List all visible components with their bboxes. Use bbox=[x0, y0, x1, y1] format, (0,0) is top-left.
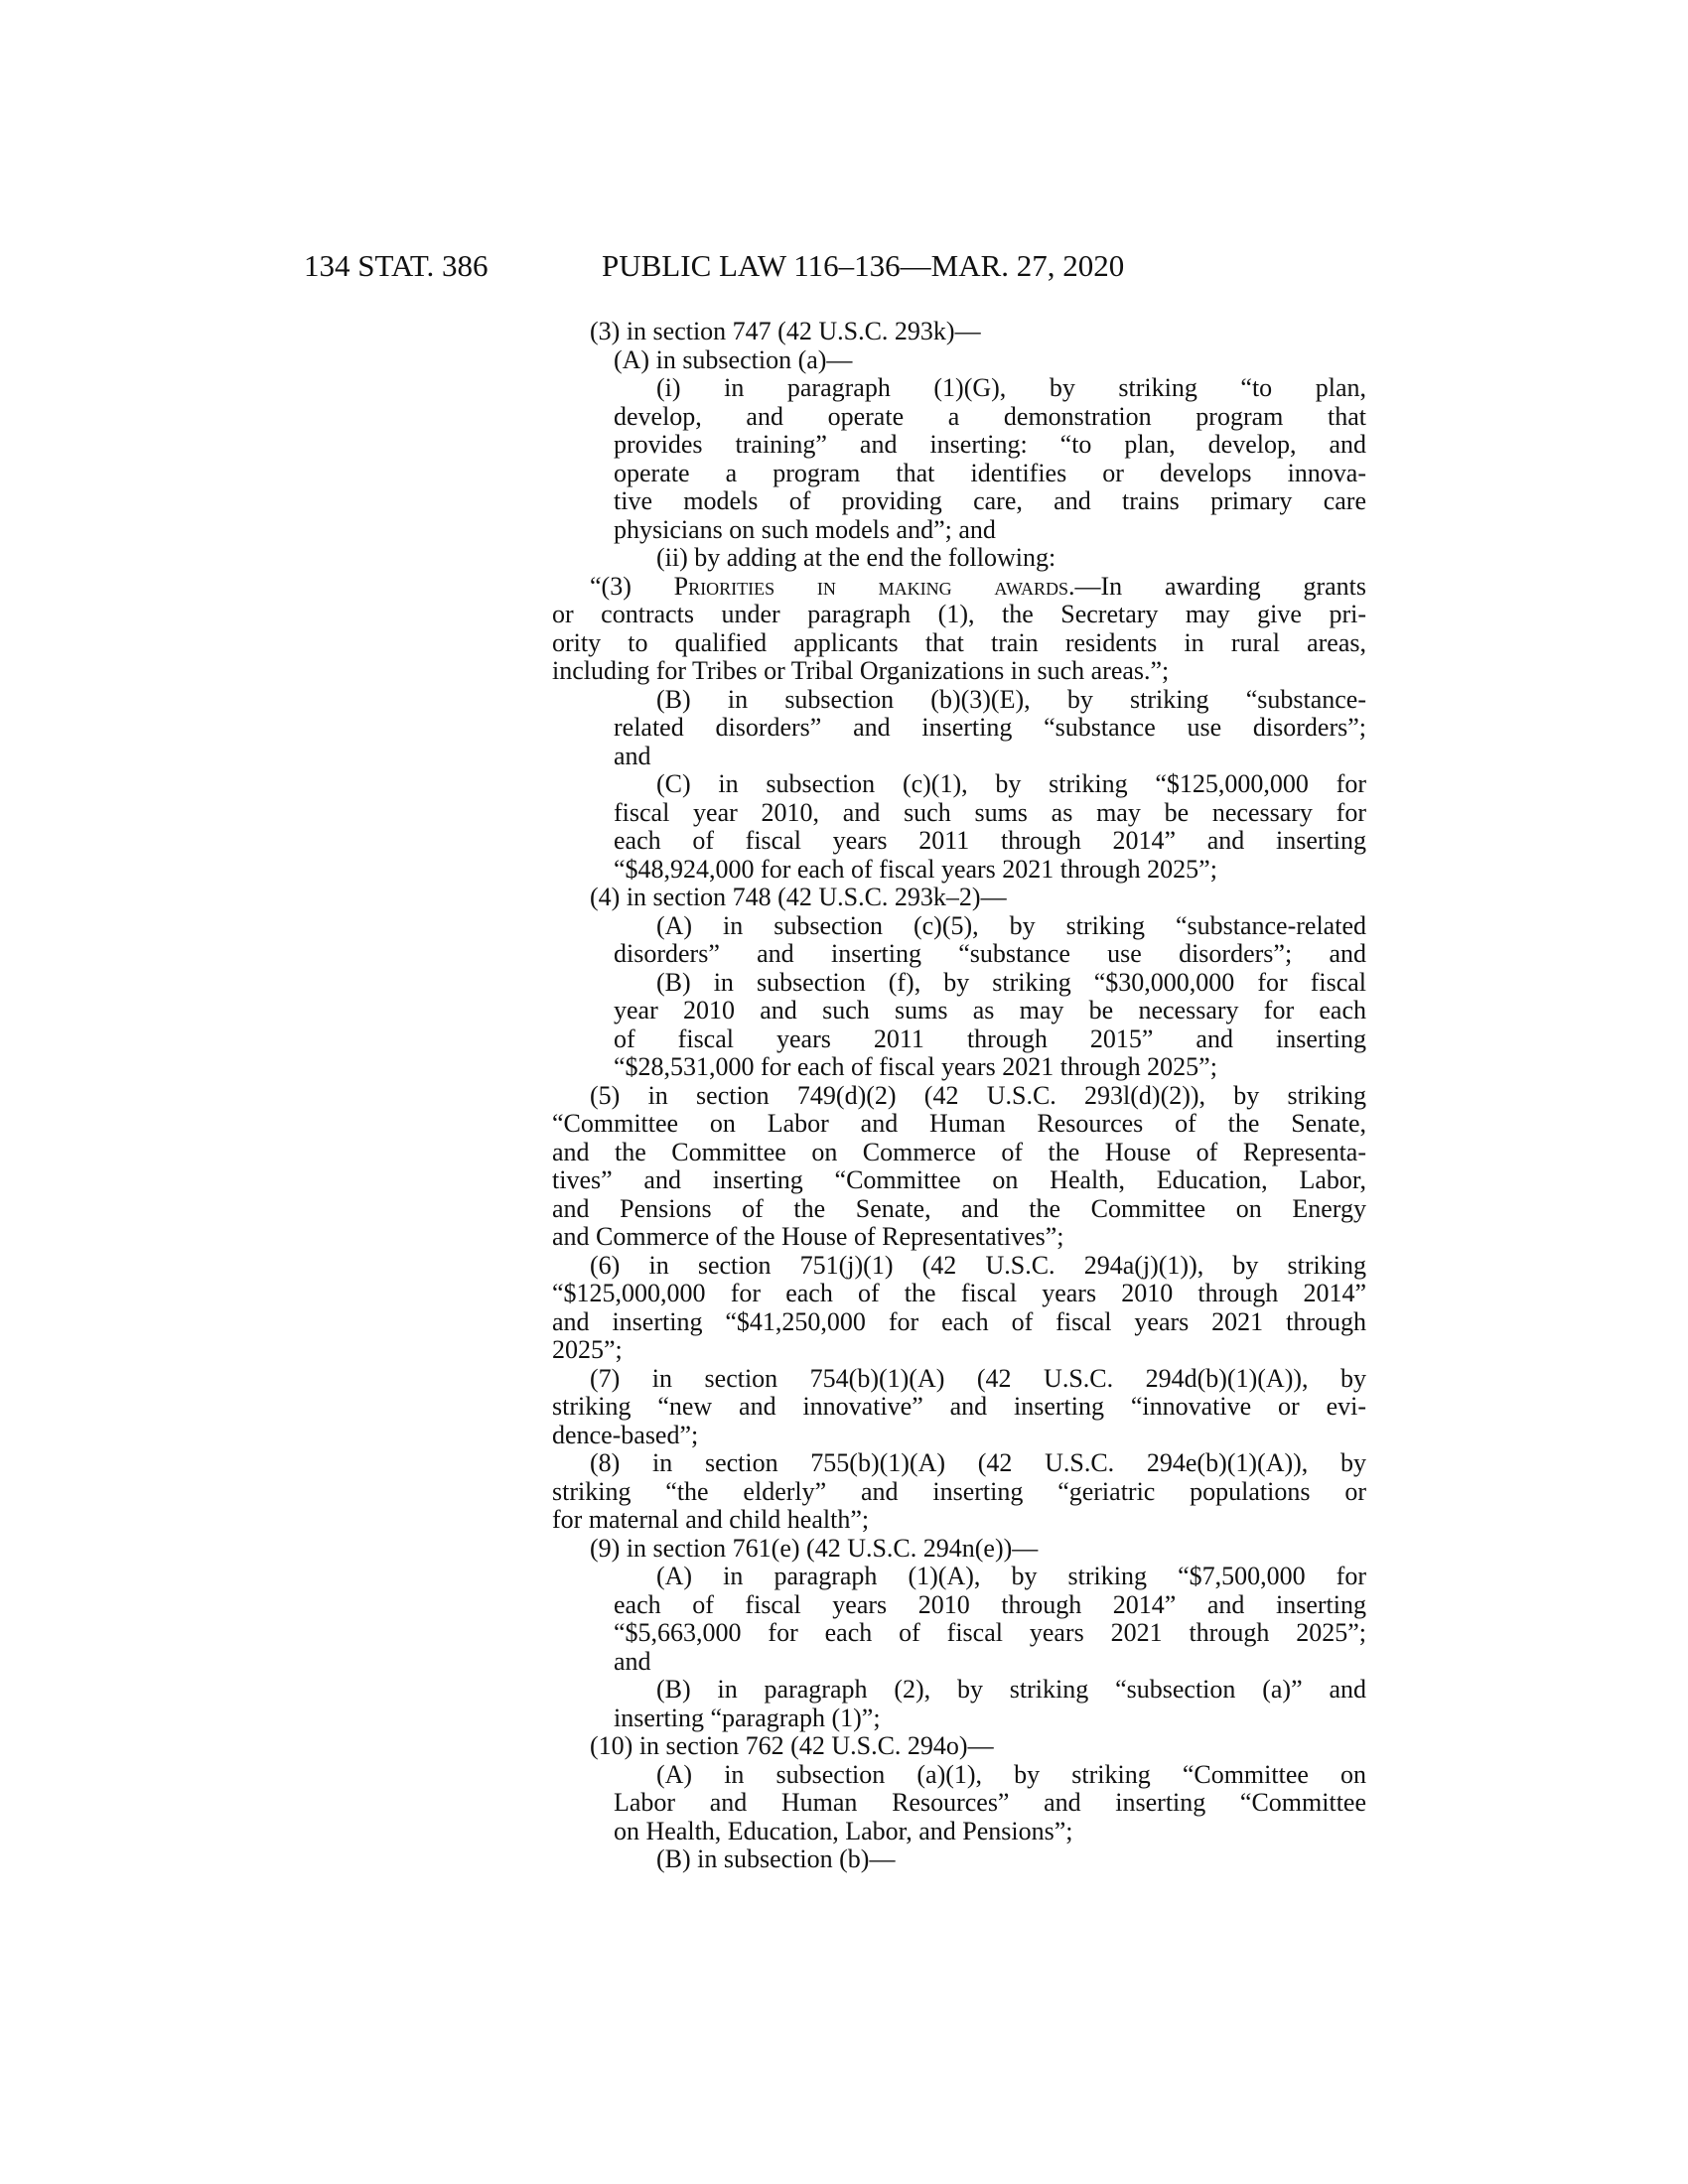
text-line-content: (A) in paragraph (1)(A), by striking “$7,500,000 for bbox=[656, 1562, 1366, 1590]
text-line-content: each of fiscal years 2011 through 2014” and inserting bbox=[614, 826, 1366, 855]
text-line bbox=[552, 1110, 1366, 1139]
text-line-content: (4) in section 748 (42 U.S.C. 293k–2)— bbox=[590, 883, 1007, 911]
text-line bbox=[552, 1139, 1366, 1167]
text-line-content: for maternal and child health”; bbox=[552, 1505, 870, 1534]
text-line-content: (9) in section 761(e) (42 U.S.C. 294n(e))— bbox=[590, 1533, 1039, 1563]
text-line-content: on Health, Education, Labor, and Pensions”; bbox=[614, 1816, 1073, 1845]
text-line bbox=[552, 714, 1366, 743]
text-line bbox=[552, 318, 1366, 346]
text-line-content: “$125,000,000 for each of the fiscal years 2010 through 2014” bbox=[552, 1279, 1366, 1307]
text-line-content: develop, and operate a demonstration program that bbox=[614, 401, 1366, 431]
text-line-content: provides training” and inserting: “to plan, develop, and bbox=[614, 430, 1366, 459]
text-line bbox=[552, 1365, 1366, 1394]
text-line bbox=[552, 1393, 1366, 1422]
text-line bbox=[552, 629, 1366, 658]
statute-body-text bbox=[552, 318, 1366, 1874]
text-line bbox=[552, 1761, 1366, 1790]
text-line bbox=[552, 884, 1366, 912]
text-line bbox=[552, 686, 1366, 715]
text-line-content: (A) in subsection (c)(5), by striking “substance-related bbox=[656, 910, 1366, 940]
page-header bbox=[0, 246, 1688, 286]
public-law-running-title: PUBLIC LAW 116–136—MAR. 27, 2020 bbox=[602, 248, 1125, 283]
text-line bbox=[552, 374, 1366, 403]
text-line bbox=[552, 1591, 1366, 1620]
text-line bbox=[552, 799, 1366, 828]
text-line-content: (A) in subsection (a)— bbox=[614, 344, 853, 374]
statute-page-reference: 134 STAT. 386 bbox=[304, 248, 489, 283]
text-line bbox=[552, 1223, 1366, 1252]
text-line-content: operate a program that identifies or develops innova- bbox=[614, 458, 1366, 487]
text-line-content: (B) in paragraph (2), by striking “subsection (a)” and bbox=[656, 1675, 1366, 1704]
text-line-content: (7) in section 754(b)(1)(A) (42 U.S.C. 294d(b)(1)(A)), by bbox=[590, 1363, 1366, 1393]
text-line bbox=[552, 1845, 1366, 1874]
text-line-content: disorders” and inserting “substance use disorders”; and bbox=[614, 939, 1366, 968]
text-line bbox=[552, 1025, 1366, 1054]
text-line-content: “Committee on Labor and Human Resources of the Senate, bbox=[552, 1109, 1366, 1138]
text-line bbox=[552, 743, 1366, 771]
text-line bbox=[552, 657, 1366, 686]
text-line bbox=[552, 770, 1366, 799]
text-line-content: and Pensions of the Senate, and the Committee on Energy bbox=[552, 1193, 1366, 1223]
text-line bbox=[552, 1535, 1366, 1564]
text-line bbox=[552, 1449, 1366, 1478]
text-line bbox=[552, 544, 1366, 573]
text-line-content: “(3) bbox=[590, 571, 674, 601]
text-line bbox=[552, 856, 1366, 885]
text-line-content: fiscal year 2010, and such sums as may be necessary for bbox=[614, 797, 1366, 827]
text-line-content: ority to qualified applicants that train residents in rural areas, bbox=[552, 627, 1366, 657]
text-line-content: (10) in section 762 (42 U.S.C. 294o)— bbox=[590, 1731, 994, 1760]
text-line-content: 2025”; bbox=[552, 1335, 623, 1364]
text-line bbox=[552, 460, 1366, 488]
text-line bbox=[552, 1422, 1366, 1450]
text-line-content: each of fiscal years 2010 through 2014” and inserting bbox=[614, 1589, 1366, 1619]
text-line-content: of fiscal years 2011 through 2015” and inserting bbox=[614, 1024, 1366, 1053]
text-line-content: inserting “paragraph (1)”; bbox=[614, 1703, 881, 1732]
paragraph-heading: Priorities in making awards bbox=[673, 571, 1068, 601]
text-line-content: (8) in section 755(b)(1)(A) (42 U.S.C. 294e(b)(1)(A)), by bbox=[590, 1448, 1366, 1477]
text-line bbox=[552, 1563, 1366, 1591]
text-line-content: and inserting “$41,250,000 for each of fiscal years 2021 through bbox=[552, 1306, 1366, 1336]
text-line bbox=[552, 1705, 1366, 1733]
text-line-content: (5) in section 749(d)(2) (42 U.S.C. 293l(d)(2)), by striking bbox=[590, 1080, 1366, 1110]
text-line-content: “$48,924,000 for each of fiscal years 2021 through 2025”; bbox=[614, 854, 1217, 884]
text-line bbox=[552, 1053, 1366, 1082]
text-line-content: striking “new and innovative” and inserting “innovative or evi- bbox=[552, 1392, 1366, 1421]
text-line-content: “$28,531,000 for each of fiscal years 2021 through 2025”; bbox=[614, 1052, 1217, 1081]
text-line bbox=[552, 1732, 1366, 1761]
text-line-content: (C) in subsection (c)(1), by striking “$125,000,000 for bbox=[656, 769, 1366, 798]
text-line bbox=[552, 997, 1366, 1025]
text-line bbox=[552, 1082, 1366, 1111]
text-line-content: including for Tribes or Tribal Organizations in such areas.”; bbox=[552, 656, 1170, 685]
text-line-content: and Commerce of the House of Representatives”; bbox=[552, 1222, 1064, 1251]
text-line-content: and bbox=[614, 741, 651, 770]
text-line-content: (B) in subsection (b)(3)(E), by striking “substance- bbox=[656, 684, 1366, 714]
text-line bbox=[552, 1506, 1366, 1535]
text-line bbox=[552, 1308, 1366, 1337]
text-line bbox=[552, 573, 1366, 602]
text-line-content: (B) in subsection (f), by striking “$30,000,000 for fiscal bbox=[656, 967, 1366, 997]
text-line-content: “$5,663,000 for each of fiscal years 2021 through 2025”; bbox=[614, 1618, 1366, 1647]
text-line-content: (A) in subsection (a)(1), by striking “Committee on bbox=[656, 1759, 1366, 1789]
text-line-content: (B) in subsection (b)— bbox=[656, 1844, 896, 1873]
text-line-content: related disorders” and inserting “substance use disorders”; bbox=[614, 713, 1366, 742]
text-line bbox=[552, 1648, 1366, 1677]
text-line bbox=[552, 969, 1366, 998]
text-line-content: Labor and Human Resources” and inserting “Committee bbox=[614, 1788, 1366, 1817]
text-line bbox=[552, 1336, 1366, 1365]
text-line bbox=[552, 1252, 1366, 1281]
text-line-continuation: .—In awarding grants bbox=[1068, 571, 1366, 601]
text-line-content: and the Committee on Commerce of the House of Representa- bbox=[552, 1137, 1366, 1166]
text-line-content: year 2010 and such sums as may be necessary for each bbox=[614, 996, 1366, 1024]
text-line bbox=[552, 1478, 1366, 1507]
text-line-content: tive models of providing care, and trains primary care bbox=[614, 486, 1366, 515]
text-line bbox=[552, 1619, 1366, 1648]
text-line-content: (i) in paragraph (1)(G), by striking “to plan, bbox=[656, 373, 1366, 402]
text-line bbox=[552, 403, 1366, 432]
text-line-content: striking “the elderly” and inserting “geriatric populations or bbox=[552, 1476, 1366, 1506]
text-line bbox=[552, 1280, 1366, 1308]
text-line-content: and bbox=[614, 1646, 651, 1676]
text-line-content: (6) in section 751(j)(1) (42 U.S.C. 294a(j)(1)), by striking bbox=[590, 1250, 1366, 1280]
text-line bbox=[552, 912, 1366, 941]
text-line bbox=[552, 1676, 1366, 1705]
text-line-content: tives” and inserting “Committee on Health, Education, Labor, bbox=[552, 1165, 1366, 1194]
text-line bbox=[552, 1166, 1366, 1195]
text-line bbox=[552, 1789, 1366, 1818]
text-line-content: (3) in section 747 (42 U.S.C. 293k)— bbox=[590, 317, 981, 345]
text-line bbox=[552, 1195, 1366, 1224]
text-line-content: physicians on such models and”; and bbox=[614, 514, 996, 544]
text-line bbox=[552, 346, 1366, 375]
text-line bbox=[552, 1818, 1366, 1846]
text-line bbox=[552, 940, 1366, 969]
text-line bbox=[552, 827, 1366, 856]
text-line bbox=[552, 487, 1366, 516]
text-line bbox=[552, 516, 1366, 545]
text-line-content: (ii) by adding at the end the following: bbox=[656, 543, 1056, 572]
text-line bbox=[552, 601, 1366, 629]
text-line bbox=[552, 431, 1366, 460]
text-line-content: dence-based”; bbox=[552, 1420, 699, 1449]
text-line-content: or contracts under paragraph (1), the Secretary may give pri- bbox=[552, 600, 1366, 628]
